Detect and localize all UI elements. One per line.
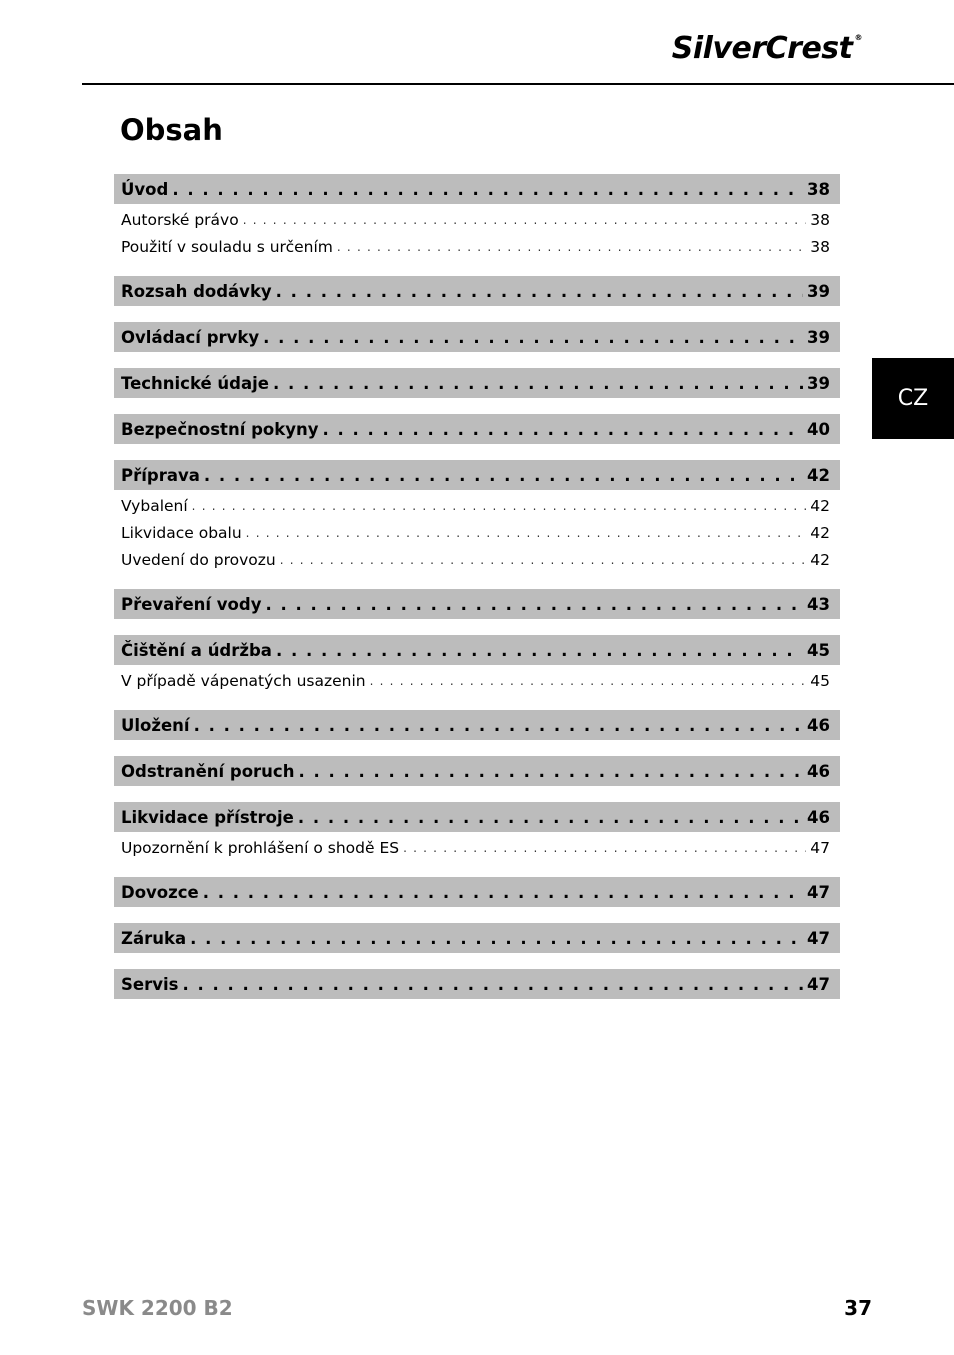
toc-chapter-row[interactable]: [114, 802, 840, 832]
dot-leader: [172, 180, 803, 199]
registered-mark: ®: [854, 33, 862, 42]
toc-chapter-page: 38: [807, 179, 830, 199]
dot-leader: [263, 328, 803, 347]
toc-section: [114, 756, 840, 786]
toc-subsection-page: 42: [810, 523, 830, 542]
toc-subsection-title: Likvidace obalu: [121, 523, 242, 542]
toc-subsection-title: Uvedení do provozu: [121, 550, 276, 569]
dot-leader: [280, 553, 807, 567]
dot-leader: [337, 240, 806, 254]
toc-chapter-page: 46: [807, 715, 830, 735]
toc-section: [114, 589, 840, 619]
toc-subsection-row[interactable]: [114, 233, 840, 260]
toc-section: [114, 460, 840, 573]
toc-chapter-row[interactable]: [114, 710, 840, 740]
dot-leader: [298, 808, 803, 827]
page-title: Obsah: [120, 113, 223, 147]
toc-section: [114, 635, 840, 694]
toc-subsection-title: Vybalení: [121, 496, 188, 515]
toc-subsection-row[interactable]: [114, 519, 840, 546]
toc-chapter-row[interactable]: [114, 322, 840, 352]
dot-leader: [322, 420, 803, 439]
dot-leader: [273, 374, 803, 393]
dot-leader: [204, 466, 803, 485]
language-tab-label: CZ: [897, 386, 929, 411]
toc-chapter-row[interactable]: [114, 414, 840, 444]
dot-leader: [298, 762, 803, 781]
toc-section: [114, 969, 840, 999]
toc-chapter-page: 47: [807, 928, 830, 948]
dot-leader: [243, 213, 807, 227]
toc-chapter-row[interactable]: [114, 877, 840, 907]
brand-name: SilverCrest: [671, 31, 853, 66]
toc-subsection-page: 38: [810, 237, 830, 256]
dot-leader: [246, 526, 807, 540]
footer-model: SWK 2200 B2: [82, 1296, 233, 1320]
toc-chapter-page: 47: [807, 974, 830, 994]
brand-logo: [671, 31, 862, 66]
toc-chapter-title: Převaření vody: [121, 594, 262, 614]
toc-subsection-page: 45: [810, 671, 830, 690]
dot-leader: [276, 641, 803, 660]
toc-chapter-page: 46: [807, 761, 830, 781]
toc-chapter-page: 43: [807, 594, 830, 614]
toc-chapter-title: Záruka: [121, 928, 187, 948]
dot-leader: [194, 716, 803, 735]
dot-leader: [203, 883, 803, 902]
header-rule: [82, 83, 954, 85]
toc-section: [114, 414, 840, 444]
toc-subsection-title: Autorské právo: [121, 210, 239, 229]
toc-chapter-row[interactable]: [114, 635, 840, 665]
toc-chapter-title: Servis: [121, 974, 179, 994]
toc-subsection-page: 42: [810, 496, 830, 515]
toc-subsection-row[interactable]: [114, 546, 840, 573]
toc-chapter-page: 46: [807, 807, 830, 827]
toc-chapter-page: 47: [807, 882, 830, 902]
toc-chapter-title: Příprava: [121, 465, 200, 485]
toc-section: [114, 276, 840, 306]
toc-chapter-title: Rozsah dodávky: [121, 281, 272, 301]
toc-chapter-page: 39: [807, 327, 830, 347]
toc-section: [114, 174, 840, 260]
toc-subsection-title: V případě vápenatých usazenin: [121, 671, 366, 690]
toc-chapter-row[interactable]: [114, 969, 840, 999]
toc-section: [114, 368, 840, 398]
toc-subsection-row[interactable]: [114, 492, 840, 519]
toc-subsection-row[interactable]: [114, 834, 840, 861]
toc-chapter-row[interactable]: [114, 276, 840, 306]
toc-subsection-title: Použití v souladu s určením: [121, 237, 333, 256]
toc-subsection-page: 38: [810, 210, 830, 229]
language-tab: [872, 358, 954, 439]
toc-chapter-title: Odstranění poruch: [121, 761, 295, 781]
toc-chapter-row[interactable]: [114, 756, 840, 786]
toc-section: [114, 322, 840, 352]
toc-section: [114, 877, 840, 907]
toc-chapter-title: Čištění a údržba: [121, 640, 272, 660]
toc-chapter-page: 40: [807, 419, 830, 439]
table-of-contents: [114, 174, 840, 1015]
toc-chapter-title: Úvod: [121, 179, 169, 199]
toc-chapter-row[interactable]: [114, 589, 840, 619]
toc-section: [114, 710, 840, 740]
toc-chapter-row[interactable]: [114, 174, 840, 204]
dot-leader: [265, 595, 803, 614]
toc-subsection-page: 47: [810, 838, 830, 857]
toc-chapter-title: Dovozce: [121, 882, 199, 902]
toc-chapter-title: Technické údaje: [121, 373, 269, 393]
toc-chapter-title: Uložení: [121, 715, 190, 735]
toc-chapter-title: Ovládací prvky: [121, 327, 260, 347]
dot-leader: [403, 841, 806, 855]
toc-chapter-page: 39: [807, 281, 830, 301]
toc-section: [114, 923, 840, 953]
toc-chapter-row[interactable]: [114, 460, 840, 490]
toc-chapter-row[interactable]: [114, 368, 840, 398]
dot-leader: [192, 499, 807, 513]
toc-section: [114, 802, 840, 861]
toc-subsection-page: 42: [810, 550, 830, 569]
toc-subsection-row[interactable]: [114, 206, 840, 233]
footer-page-number: 37: [844, 1296, 872, 1320]
toc-chapter-title: Bezpečnostní pokyny: [121, 419, 319, 439]
toc-chapter-page: 45: [807, 640, 830, 660]
dot-leader: [276, 282, 803, 301]
toc-chapter-page: 39: [807, 373, 830, 393]
toc-subsection-row[interactable]: [114, 667, 840, 694]
toc-chapter-row[interactable]: [114, 923, 840, 953]
toc-chapter-page: 42: [807, 465, 830, 485]
toc-chapter-title: Likvidace přístroje: [121, 807, 294, 827]
toc-subsection-title: Upozornění k prohlášení o shodě ES: [121, 838, 400, 857]
dot-leader: [190, 929, 803, 948]
dot-leader: [182, 975, 803, 994]
dot-leader: [370, 674, 807, 688]
